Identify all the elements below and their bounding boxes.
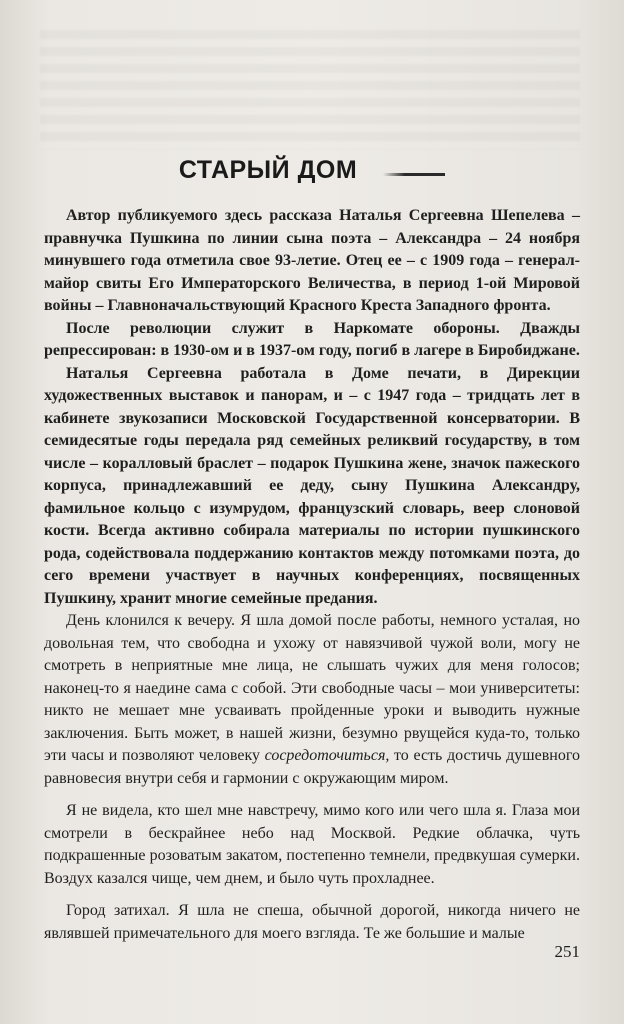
- intro-paragraph: Наталья Сергеевна работала в Доме печати, в Дирекции художественных выставок и панорам, и – с 1947 года – тридцать лет в кабинете звукозаписи Московской Государственной консерватории. В семидесятые годы передала ряд семейных реликвий государству, в том числе – коралловый браслет – подарок Пушкина жене, значок пажеского корпуса, принадлежавший ее деду, сыну Пушкина Александру, фамильное кольцо с изумрудом, французский словарь, веер слоновой кости. Всегда активно собирала материалы по истории пушкинского рода, содействовала поддержанию контактов между потомками поэта, до сего времени участвует в научных конференциях, посвященных Пушкину, хранит многие семейные предания.: [44, 364, 580, 607]
- page-number: 251: [554, 942, 580, 961]
- story-italic-text: сосредоточиться,: [264, 747, 390, 764]
- story-text: День клонился к вечеру. Я шла домой после работы, немного усталая, но довольная тем, что свободна и ухожу от навязчивой чужой воли, могу не смотреть в неприятные мне лица, не слышать чужих для меня голосов; наконец-то я наедине сама с собой. Эти свободные часы – мои университеты: никто не мешает мне усваивать пройденные уроки и выводить нужные заключения. Быть может, в нашей жизни, безумно рвущейся куда-то, только эти часы и позволяют человеку: [44, 612, 580, 764]
- story-paragraph: Я не видела, кто шел мне навстречу, мимо кого или чего шла я. Глаза мои смотрели в бескрайнее небо над Москвой. Редкие облачка, чуть подкрашенные розоватым закатом, постепенно темнели, предвкушая сумерки. Воздух казался чище, чем днем, и было чуть прохладнее.: [44, 802, 580, 887]
- paragraph-gap: [44, 790, 580, 800]
- paragraph-gap: [44, 890, 580, 900]
- story-text: то есть достичь душевного равновесия внутри себя и гармонии с окружающим миром.: [44, 747, 580, 787]
- story-paragraph: Город затихал. Я шла не спеша, обычной дорогой, никогда ничего не являвшей примечательного для моего взгляда. Те же большие и малые: [44, 902, 580, 942]
- intro-block: [44, 205, 580, 610]
- intro-paragraph: Автор публикуемого здесь рассказа Наталья Сергеевна Шепелева – правнучка Пушкина по линии сына поэта – Александра – 24 ноября минувшего года отметила свое 93-летие. Отец ее – с 1909 года – генерал-майор свиты Его Императорского Величества, в период 1-ой Мировой войны – Главноначальствующий Красного Креста Западного фронта.: [44, 207, 580, 314]
- title-row: [0, 150, 624, 190]
- bleed-through-text: [40, 30, 580, 150]
- intro-paragraph: После революции служит в Наркомате обороны. Дважды репрессирован: в 1930-ом и в 1937-ом году, погиб в лагере в Биробиджане.: [44, 319, 580, 359]
- chapter-title: СТАРЫЙ ДОМ: [178, 155, 358, 184]
- title-rule: [383, 173, 445, 176]
- story-block: [44, 610, 580, 945]
- story-paragraph: [44, 610, 580, 790]
